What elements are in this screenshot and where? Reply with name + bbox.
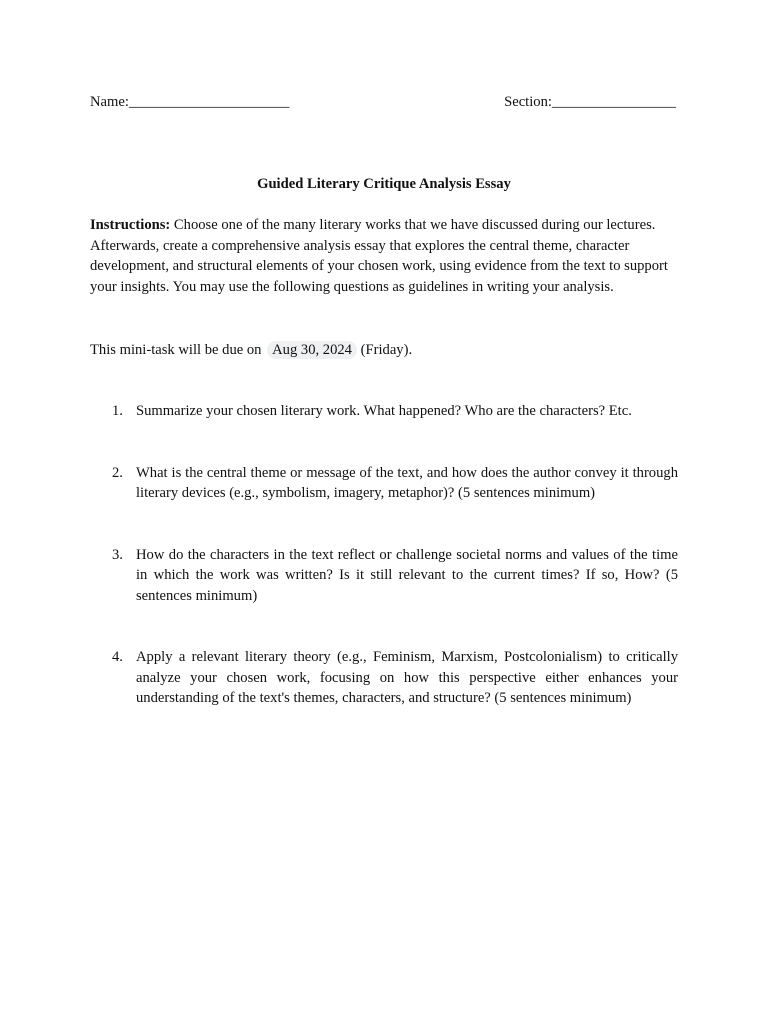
- question-item: [90, 401, 678, 422]
- section-field-label: Section:_________________: [504, 94, 676, 110]
- due-suffix: (Friday).: [356, 342, 413, 358]
- question-number: 3.: [112, 546, 123, 563]
- question-list: [90, 401, 678, 709]
- due-date-line: [90, 340, 680, 360]
- instructions-paragraph: [90, 215, 680, 297]
- instructions-label: Instructions:: [90, 217, 171, 233]
- instructions-text: Choose one of the many literary works that we have discussed during our lectures. Afterwards, create a comprehensive analysis essay that explores the central theme, character development, and structural elements of your chosen work, using evidence from the text to support your insights. You may use the following questions as guidelines in writing your analysis.: [90, 217, 668, 295]
- question-text: How do the characters in the text reflect or challenge societal norms and values of the time in which the work was written? Is it still relevant to the current times? If so, How? (5 sentences minimum): [136, 546, 678, 604]
- question-item: [90, 545, 678, 607]
- question-number: 1.: [112, 403, 123, 419]
- due-prefix: This mini-task will be due on: [90, 342, 266, 358]
- question-number: 2.: [112, 464, 123, 481]
- name-field-label: Name:______________________: [90, 94, 290, 110]
- document-title: Guided Literary Critique Analysis Essay: [257, 176, 511, 192]
- question-text: Summarize your chosen literary work. What happened? Who are the characters? Etc.: [136, 403, 632, 419]
- question-item: [90, 463, 678, 504]
- question-text: What is the central theme or message of the text, and how does the author convey it through literary devices (e.g., symbolism, imagery, metaphor)? (5 sentences minimum): [136, 464, 678, 501]
- due-date-chip[interactable]: Aug 30, 2024: [267, 341, 357, 359]
- question-number: 4.: [112, 649, 123, 665]
- question-text: Apply a relevant literary theory (e.g., Feminism, Marxism, Postcolonialism) to critically analyze your chosen work, focusing on how this perspective either enhances your understanding of the text's themes, characters, and structure? (5 sentences minimum): [136, 649, 678, 706]
- header-row: [90, 92, 676, 112]
- question-item: [90, 647, 678, 709]
